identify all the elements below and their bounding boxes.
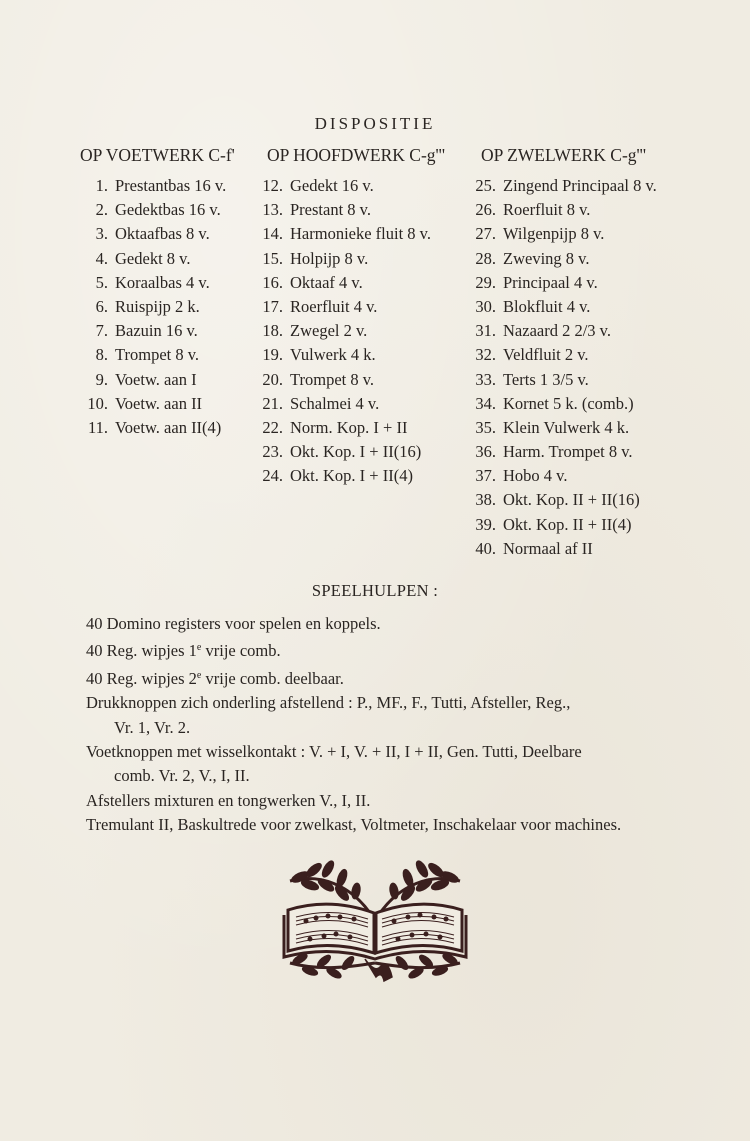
- stop-name: Ruispijp 2 k.: [115, 296, 200, 316]
- stop-number: 20.: [262, 369, 283, 389]
- stop-name: Koraalbas 4 v.: [115, 272, 210, 292]
- stop-name: Gedektbas 16 v.: [115, 200, 221, 220]
- stop-name: Vulwerk 4 k.: [290, 345, 376, 365]
- stop-item: [255, 416, 431, 440]
- open-book-laurel-emblem: [270, 855, 480, 985]
- stop-item: [468, 392, 657, 416]
- aid-line: Tremulant II, Baskultrede voor zwelkast, Voltmeter, Inschakelaar voor machines.: [86, 815, 622, 835]
- stop-number: 16.: [262, 272, 283, 292]
- stop-item: [255, 222, 431, 246]
- aid-line: Drukknoppen zich onderling afstellend : P., MF., F., Tutti, Afsteller, Reg., Vr. 1, Vr. 2.: [86, 693, 571, 737]
- stop-number: 29.: [475, 272, 496, 292]
- stop-item: [80, 368, 226, 392]
- stop-name: Trompet 8 v.: [290, 369, 375, 389]
- stop-name: Okt. Kop. II + II(16): [503, 490, 640, 510]
- stop-number: 28.: [475, 248, 496, 268]
- stop-number: 7.: [95, 321, 108, 341]
- stop-name: Terts 1 3/5 v.: [503, 369, 589, 389]
- stop-number: 1.: [95, 176, 108, 195]
- speelhulpen-title: SPEELHULPEN :: [311, 581, 439, 600]
- stop-number: 22.: [262, 417, 283, 437]
- stop-number: 13.: [262, 200, 283, 220]
- stop-number: 37.: [475, 466, 496, 486]
- stop-name: Voetw. aan II: [115, 393, 203, 413]
- stop-item: [468, 198, 657, 222]
- stop-item: [255, 392, 431, 416]
- stop-item: [80, 319, 226, 343]
- stop-number: 36.: [475, 442, 496, 462]
- stop-item: [468, 537, 657, 561]
- stop-name: Blokfluit 4 v.: [503, 296, 591, 316]
- stop-name: Gedekt 16 v.: [290, 176, 374, 195]
- stop-item: [255, 440, 431, 464]
- stop-number: 40.: [475, 538, 496, 558]
- stop-item: [80, 416, 226, 440]
- stop-item: [468, 416, 657, 440]
- stop-item: [468, 271, 657, 295]
- stop-item: [468, 464, 657, 488]
- stop-item: [468, 319, 657, 343]
- stop-number: 15.: [262, 248, 283, 268]
- stop-name: Oktaaf 4 v.: [290, 272, 363, 292]
- stop-number: 2.: [95, 200, 108, 220]
- stop-item: [468, 295, 657, 319]
- stop-number: 24.: [262, 466, 283, 486]
- stop-item: [255, 464, 431, 488]
- stop-item: [80, 222, 226, 246]
- aid-line: Voetknoppen met wisselkontakt : V. + I, V. + II, I + II, Gen. Tutti, Deelbare comb. Vr. 2, V., I, II.: [86, 742, 582, 786]
- stop-item: [468, 513, 657, 537]
- document-title: DISPOSITIE: [314, 114, 436, 133]
- stop-number: 32.: [475, 345, 496, 365]
- stop-item: [80, 343, 226, 367]
- stop-item: [80, 295, 226, 319]
- stop-number: 25.: [475, 176, 496, 195]
- stop-number: 12.: [262, 176, 283, 195]
- stop-item: [468, 343, 657, 367]
- stop-item: [468, 440, 657, 464]
- stop-number: 6.: [95, 296, 108, 316]
- stop-item: [468, 174, 657, 198]
- stop-item: [255, 368, 431, 392]
- stop-name: Harm. Trompet 8 v.: [503, 442, 633, 462]
- stop-name: Klein Vulwerk 4 k.: [503, 417, 630, 437]
- stop-number: 26.: [475, 200, 496, 220]
- stop-name: Wilgenpijp 8 v.: [503, 224, 605, 244]
- stop-name: Roerfluit 4 v.: [290, 296, 378, 316]
- stop-number: 11.: [87, 417, 108, 437]
- stop-name: Veldfluit 2 v.: [503, 345, 589, 365]
- stop-name: Roerfluit 8 v.: [503, 200, 591, 220]
- stop-item: [255, 343, 431, 367]
- column-heading-hoofdwerk: OP HOOFDWERK C-g''': [267, 145, 445, 165]
- stop-name: Normaal af II: [503, 538, 593, 558]
- stop-item: [468, 368, 657, 392]
- stop-number: 35.: [475, 417, 496, 437]
- stop-number: 19.: [262, 345, 283, 365]
- stop-number: 4.: [95, 248, 108, 268]
- stop-item: [255, 295, 431, 319]
- stop-item: [255, 247, 431, 271]
- stop-name: Holpijp 8 v.: [290, 248, 369, 268]
- stop-name: Schalmei 4 v.: [290, 393, 380, 413]
- stop-name: Okt. Kop. I + II(16): [290, 442, 422, 462]
- stop-name: Gedekt 8 v.: [115, 248, 191, 268]
- stop-item: [468, 222, 657, 246]
- column-heading-zwelwerk: OP ZWELWERK C-g''': [481, 145, 646, 165]
- zwelwerk-stop-list: [468, 174, 657, 561]
- stop-number: 38.: [475, 490, 496, 510]
- stop-number: 17.: [262, 296, 283, 316]
- stop-name: Norm. Kop. I + II: [290, 417, 408, 437]
- aid-line: Afstellers mixturen en tongwerken V., I, II.: [86, 790, 371, 810]
- voetwerk-stop-list: [80, 174, 226, 440]
- stop-name: Zingend Principaal 8 v.: [503, 176, 657, 195]
- stop-number: 27.: [475, 224, 496, 244]
- stop-number: 14.: [262, 224, 283, 244]
- stop-item: [80, 247, 226, 271]
- stop-name: Kornet 5 k. (comb.): [503, 393, 634, 413]
- aid-line: 40 Reg. wipjes 2e vrije comb. deelbaar.: [86, 668, 344, 688]
- stop-number: 31.: [475, 321, 496, 341]
- stop-number: 10.: [87, 393, 108, 413]
- stop-number: 9.: [95, 369, 108, 389]
- stop-number: 3.: [95, 224, 108, 244]
- stop-name: Nazaard 2 2/3 v.: [503, 321, 611, 341]
- stop-name: Trompet 8 v.: [115, 345, 200, 365]
- stop-number: 21.: [262, 393, 283, 413]
- stop-name: Hobo 4 v.: [503, 466, 568, 486]
- stop-name: Zwegel 2 v.: [290, 321, 368, 341]
- stop-name: Prestant 8 v.: [290, 200, 371, 220]
- stop-item: [255, 198, 431, 222]
- stop-name: Oktaafbas 8 v.: [115, 224, 210, 244]
- stop-number: 23.: [262, 442, 283, 462]
- stop-item: [255, 174, 431, 198]
- aid-line: 40 Domino registers voor spelen en koppels.: [86, 614, 381, 633]
- stop-number: 39.: [475, 514, 496, 534]
- stop-name: Okt. Kop. I + II(4): [290, 466, 413, 486]
- stop-name: Okt. Kop. II + II(4): [503, 514, 632, 534]
- stop-number: 34.: [475, 393, 496, 413]
- stop-item: [468, 247, 657, 271]
- stop-number: 33.: [475, 369, 496, 389]
- stop-item: [80, 392, 226, 416]
- stop-name: Voetw. aan I: [115, 369, 197, 389]
- stop-item: [80, 198, 226, 222]
- stop-name: Prestantbas 16 v.: [115, 176, 227, 195]
- stop-number: 30.: [475, 296, 496, 316]
- stop-item: [255, 319, 431, 343]
- stop-name: Principaal 4 v.: [503, 272, 598, 292]
- stop-name: Harmonieke fluit 8 v.: [290, 224, 431, 244]
- aid-line: 40 Reg. wipjes 1e vrije comb.: [86, 641, 281, 661]
- stop-number: 8.: [95, 345, 108, 365]
- stop-item: [80, 271, 226, 295]
- stop-name: Voetw. aan II(4): [115, 417, 222, 437]
- speelhulpen-list: [86, 612, 686, 838]
- stop-number: 5.: [95, 272, 108, 292]
- stop-number: 18.: [262, 321, 283, 341]
- stop-item: [80, 174, 226, 198]
- stop-item: [468, 488, 657, 512]
- stop-name: Zweving 8 v.: [503, 248, 590, 268]
- stop-item: [255, 271, 431, 295]
- stop-name: Bazuin 16 v.: [115, 321, 198, 341]
- hoofdwerk-stop-list: [255, 174, 431, 488]
- column-heading-voetwerk: OP VOETWERK C-f': [80, 145, 235, 165]
